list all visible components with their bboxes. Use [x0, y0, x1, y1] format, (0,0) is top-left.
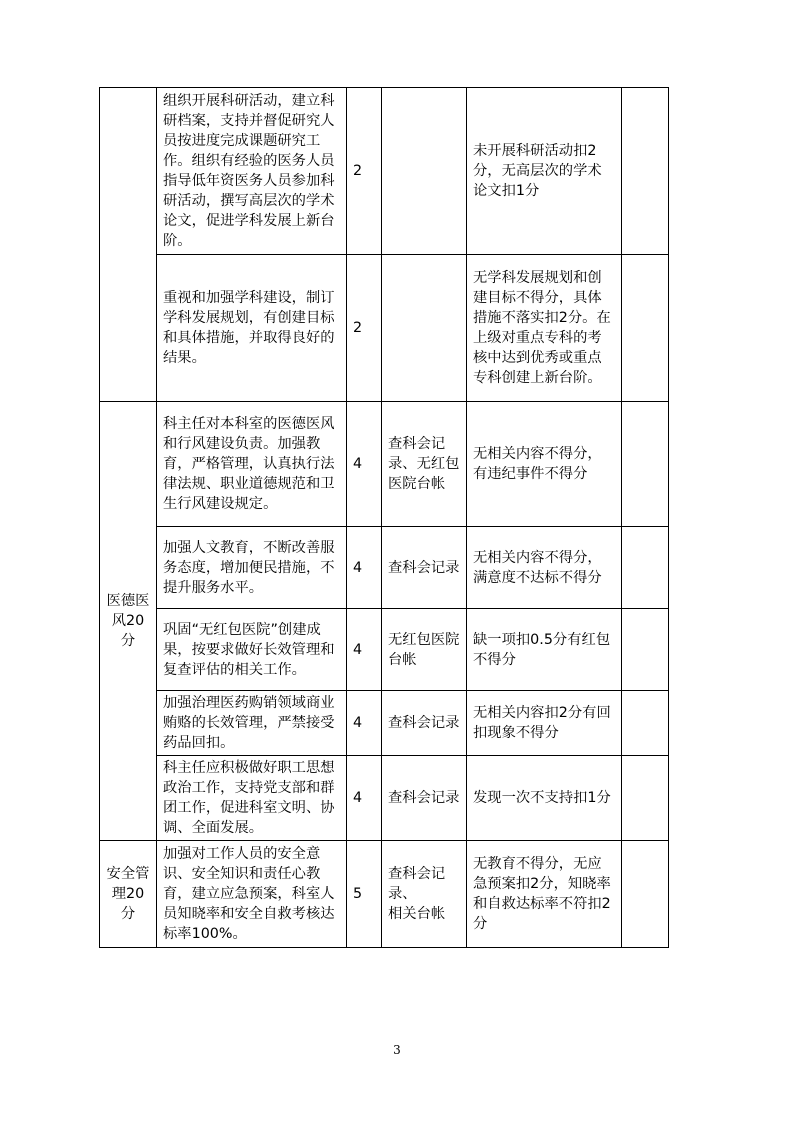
score-cell: 4: [347, 609, 382, 691]
score-cell: 4: [347, 527, 382, 609]
method-cell: [382, 88, 467, 255]
method-cell: 查科会记录: [382, 527, 467, 609]
deduction-cell: 无学科发展规划和创建目标不得分，具体措施不落实扣2分。在上级对重点专科的考核中达到优秀或重点专科创建上新台阶。: [467, 255, 622, 402]
assessment-table: [99, 87, 669, 948]
table-row: [100, 88, 669, 255]
table-row: [100, 402, 669, 527]
deduction-cell: 无相关内容扣2分有回扣现象不得分: [467, 691, 622, 756]
result-cell: [622, 841, 669, 948]
result-cell: [622, 402, 669, 527]
content-cell: 巩固“无红包医院”创建成果，按要求做好长效管理和复查评估的相关工作。: [157, 609, 347, 691]
content-cell: 重视和加强学科建设，制订学科发展规划，有创建目标和具体措施，并取得良好的结果。: [157, 255, 347, 402]
table-row: [100, 691, 669, 756]
score-cell: 2: [347, 255, 382, 402]
result-cell: [622, 756, 669, 841]
result-cell: [622, 609, 669, 691]
method-cell: 查科会记录: [382, 756, 467, 841]
deduction-cell: 无相关内容不得分，满意度不达标不得分: [467, 527, 622, 609]
table-row: [100, 841, 669, 948]
page-number: 3: [393, 1043, 401, 1057]
score-cell: 4: [347, 756, 382, 841]
result-cell: [622, 88, 669, 255]
deduction-cell: 缺一项扣0.5分有红包不得分: [467, 609, 622, 691]
table-row: [100, 255, 669, 402]
content-cell: 组织开展科研活动，建立科研档案，支持并督促研究人员按进度完成课题研究工作。组织有经验的医务人员指导低年资医务人员参加科研活动，撰写高层次的学术论文，促进学科发展上新台阶。: [157, 88, 347, 255]
score-cell: 4: [347, 691, 382, 756]
method-cell: 查科会记录: [382, 691, 467, 756]
score-cell: 5: [347, 841, 382, 948]
result-cell: [622, 255, 669, 402]
method-cell: 查科会记录、无红包医院台帐: [382, 402, 467, 527]
content-cell: 加强人文教育，不断改善服务态度，增加便民措施，不提升服务水平。: [157, 527, 347, 609]
table-row: [100, 527, 669, 609]
score-cell: 4: [347, 402, 382, 527]
result-cell: [622, 691, 669, 756]
content-cell: 科主任对本科室的医德医风和行风建设负责。加强教育，严格管理，认真执行法律法规、职业道德规范和卫生行风建设规定。: [157, 402, 347, 527]
category-safety: 安全管理20分: [100, 841, 157, 948]
category-medical-ethics: 医德医风20分: [100, 402, 157, 841]
deduction-cell: 无教育不得分，无应急预案扣2分，知晓率和自救达标率不符扣2分: [467, 841, 622, 948]
score-cell: 2: [347, 88, 382, 255]
content-cell: 加强治理医药购销领域商业贿赂的长效管理，严禁接受药品回扣。: [157, 691, 347, 756]
table-row: [100, 756, 669, 841]
content-cell: 科主任应积极做好职工思想政治工作，支持党支部和群团工作，促进科室文明、协调、全面发展。: [157, 756, 347, 841]
category-cell: [100, 88, 157, 402]
method-cell: 查科会记录、 相关台帐: [382, 841, 467, 948]
deduction-cell: 发现一次不支持扣1分: [467, 756, 622, 841]
method-cell: [382, 255, 467, 402]
result-cell: [622, 527, 669, 609]
deduction-cell: 未开展科研活动扣2分，无高层次的学术论文扣1分: [467, 88, 622, 255]
content-cell: 加强对工作人员的安全意识、安全知识和责任心教育，建立应急预案，科室人员知晓率和安全自救考核达标率100%。: [157, 841, 347, 948]
table-row: [100, 609, 669, 691]
method-cell: 无红包医院台帐: [382, 609, 467, 691]
deduction-cell: 无相关内容不得分，有违纪事件不得分: [467, 402, 622, 527]
